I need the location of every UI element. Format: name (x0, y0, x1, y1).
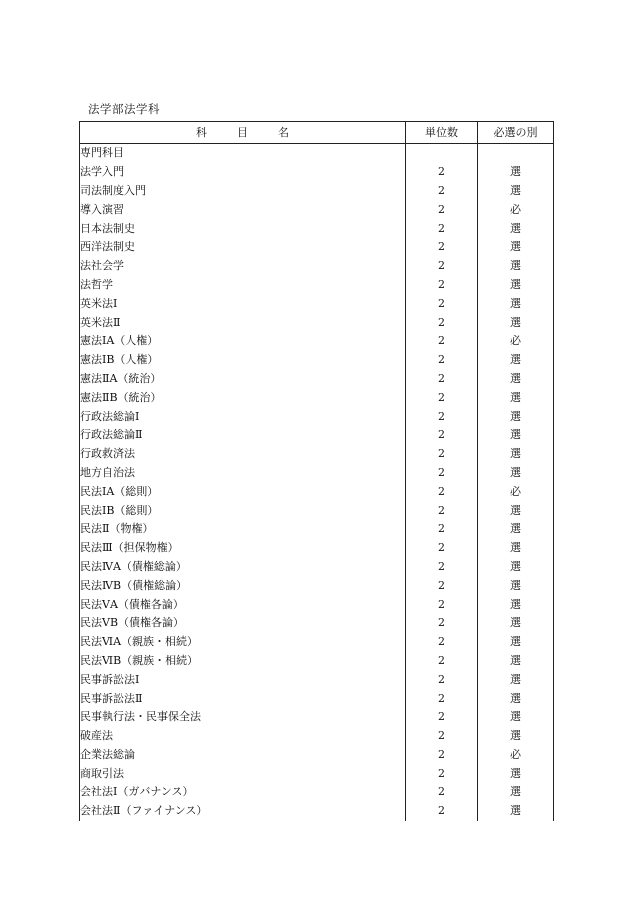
course-required-elective: 選 (478, 388, 554, 407)
course-name: 行政法総論Ⅱ (80, 426, 406, 445)
course-name: 民法ⅤB（債権各論） (80, 614, 406, 633)
course-units: 2 (406, 670, 478, 689)
table-row (80, 670, 554, 689)
course-units: 2 (406, 727, 478, 746)
course-name: 民法ⅣA（債権総論） (80, 558, 406, 577)
course-units: 2 (406, 200, 478, 219)
course-name: 民事執行法・民事保全法 (80, 708, 406, 727)
table-body (80, 144, 554, 821)
table-row (80, 388, 554, 407)
course-name: 商取引法 (80, 764, 406, 783)
course-name: 民法Ⅱ（物権） (80, 520, 406, 539)
course-units: 2 (406, 558, 478, 577)
course-units: 2 (406, 576, 478, 595)
course-units: 2 (406, 445, 478, 464)
course-name: 民法ⅥB（親族・相続） (80, 652, 406, 671)
course-name: 英米法Ⅱ (80, 313, 406, 332)
course-units: 2 (406, 388, 478, 407)
course-required-elective: 選 (478, 727, 554, 746)
course-name: 会社法Ⅱ（ファイナンス） (80, 802, 406, 821)
table-row (80, 764, 554, 783)
course-units: 2 (406, 746, 478, 765)
course-required-elective: 選 (478, 445, 554, 464)
course-required-elective: 選 (478, 276, 554, 295)
course-name: 民法ⅥA（親族・相続） (80, 633, 406, 652)
course-required-elective: 選 (478, 257, 554, 276)
course-required-elective: 選 (478, 802, 554, 821)
course-units: 2 (406, 219, 478, 238)
course-table (79, 121, 554, 821)
header-row (80, 122, 554, 144)
header-name-char-2: 目 (237, 125, 248, 139)
course-name: 法社会学 (80, 257, 406, 276)
section-label: 専門科目 (80, 144, 406, 163)
course-required-elective: 選 (478, 539, 554, 558)
course-units: 2 (406, 802, 478, 821)
header-units: 単位数 (406, 122, 478, 144)
course-required-elective: 選 (478, 633, 554, 652)
course-units: 2 (406, 464, 478, 483)
table-row (80, 802, 554, 821)
header-subject-name (80, 122, 406, 144)
course-units: 2 (406, 764, 478, 783)
course-units: 2 (406, 652, 478, 671)
course-required-elective: 選 (478, 783, 554, 802)
course-units: 2 (406, 370, 478, 389)
table-row (80, 727, 554, 746)
table-row (80, 614, 554, 633)
course-required-elective: 選 (478, 351, 554, 370)
course-units: 2 (406, 407, 478, 426)
table-row (80, 708, 554, 727)
section-req-empty (478, 144, 554, 163)
course-name: 行政法総論Ⅰ (80, 407, 406, 426)
course-required-elective: 選 (478, 407, 554, 426)
course-units: 2 (406, 313, 478, 332)
course-units: 2 (406, 482, 478, 501)
header-required-elective: 必選の別 (478, 122, 554, 144)
page-caption: 法学部法学科 (88, 102, 160, 116)
table-row (80, 595, 554, 614)
table-row (80, 576, 554, 595)
course-required-elective: 選 (478, 182, 554, 201)
section-units-empty (406, 144, 478, 163)
course-name: 英米法Ⅰ (80, 294, 406, 313)
table-row (80, 351, 554, 370)
course-required-elective: 選 (478, 764, 554, 783)
course-name: 民事訴訟法Ⅰ (80, 670, 406, 689)
table-row (80, 182, 554, 201)
course-units: 2 (406, 595, 478, 614)
table-row (80, 276, 554, 295)
course-units: 2 (406, 332, 478, 351)
course-required-elective: 選 (478, 464, 554, 483)
course-name: 導入演習 (80, 200, 406, 219)
course-required-elective: 選 (478, 652, 554, 671)
course-required-elective: 選 (478, 238, 554, 257)
course-units: 2 (406, 614, 478, 633)
course-required-elective: 必 (478, 482, 554, 501)
course-required-elective: 選 (478, 576, 554, 595)
table-row (80, 407, 554, 426)
course-name: 司法制度入門 (80, 182, 406, 201)
course-units: 2 (406, 689, 478, 708)
course-required-elective: 選 (478, 614, 554, 633)
course-units: 2 (406, 351, 478, 370)
table-row (80, 238, 554, 257)
course-name: 民事訴訟法Ⅱ (80, 689, 406, 708)
course-required-elective: 必 (478, 746, 554, 765)
course-name: 企業法総論 (80, 746, 406, 765)
course-units: 2 (406, 708, 478, 727)
course-name: 会社法Ⅰ（ガバナンス） (80, 783, 406, 802)
course-required-elective: 選 (478, 520, 554, 539)
course-name: 民法ⅤA（債権各論） (80, 595, 406, 614)
table-row (80, 313, 554, 332)
course-units: 2 (406, 276, 478, 295)
table-row (80, 257, 554, 276)
course-name: 行政救済法 (80, 445, 406, 464)
table-row (80, 783, 554, 802)
course-units: 2 (406, 163, 478, 182)
table-row (80, 445, 554, 464)
section-row (80, 144, 554, 163)
course-name: 西洋法制史 (80, 238, 406, 257)
course-units: 2 (406, 783, 478, 802)
course-name: 法学入門 (80, 163, 406, 182)
course-units: 2 (406, 501, 478, 520)
course-units: 2 (406, 294, 478, 313)
table-row (80, 746, 554, 765)
table-row (80, 200, 554, 219)
course-required-elective: 選 (478, 558, 554, 577)
course-name: 民法ⅣB（債権総論） (80, 576, 406, 595)
header-name-char-1: 科 (196, 125, 207, 139)
course-name: 民法ⅠA（総則） (80, 482, 406, 501)
course-name: 憲法ⅡA（統治） (80, 370, 406, 389)
course-required-elective: 選 (478, 689, 554, 708)
course-name: 地方自治法 (80, 464, 406, 483)
course-required-elective: 選 (478, 370, 554, 389)
table-row (80, 219, 554, 238)
course-required-elective: 選 (478, 708, 554, 727)
course-name: 民法Ⅲ（担保物権） (80, 539, 406, 558)
course-name: 憲法ⅠA（人権） (80, 332, 406, 351)
course-name: 民法ⅠB（総則） (80, 501, 406, 520)
course-name: 憲法ⅡB（統治） (80, 388, 406, 407)
course-required-elective: 選 (478, 501, 554, 520)
table-row (80, 294, 554, 313)
course-required-elective: 選 (478, 219, 554, 238)
table-row (80, 482, 554, 501)
table-row (80, 539, 554, 558)
course-required-elective: 選 (478, 670, 554, 689)
table-row (80, 558, 554, 577)
course-name: 憲法ⅠB（人権） (80, 351, 406, 370)
course-required-elective: 必 (478, 200, 554, 219)
course-required-elective: 選 (478, 313, 554, 332)
course-name: 破産法 (80, 727, 406, 746)
table-row (80, 332, 554, 351)
table-row (80, 163, 554, 182)
course-required-elective: 選 (478, 163, 554, 182)
course-units: 2 (406, 426, 478, 445)
table-row (80, 652, 554, 671)
course-units: 2 (406, 520, 478, 539)
table-row (80, 464, 554, 483)
course-units: 2 (406, 238, 478, 257)
table-row (80, 520, 554, 539)
course-units: 2 (406, 539, 478, 558)
header-name-char-3: 名 (278, 125, 289, 139)
table-row (80, 370, 554, 389)
course-required-elective: 選 (478, 595, 554, 614)
course-required-elective: 選 (478, 426, 554, 445)
table-row (80, 426, 554, 445)
table-row (80, 501, 554, 520)
table-row (80, 633, 554, 652)
table-row (80, 689, 554, 708)
course-name: 法哲学 (80, 276, 406, 295)
course-name: 日本法制史 (80, 219, 406, 238)
course-required-elective: 選 (478, 294, 554, 313)
course-units: 2 (406, 182, 478, 201)
course-units: 2 (406, 257, 478, 276)
course-required-elective: 必 (478, 332, 554, 351)
course-units: 2 (406, 633, 478, 652)
